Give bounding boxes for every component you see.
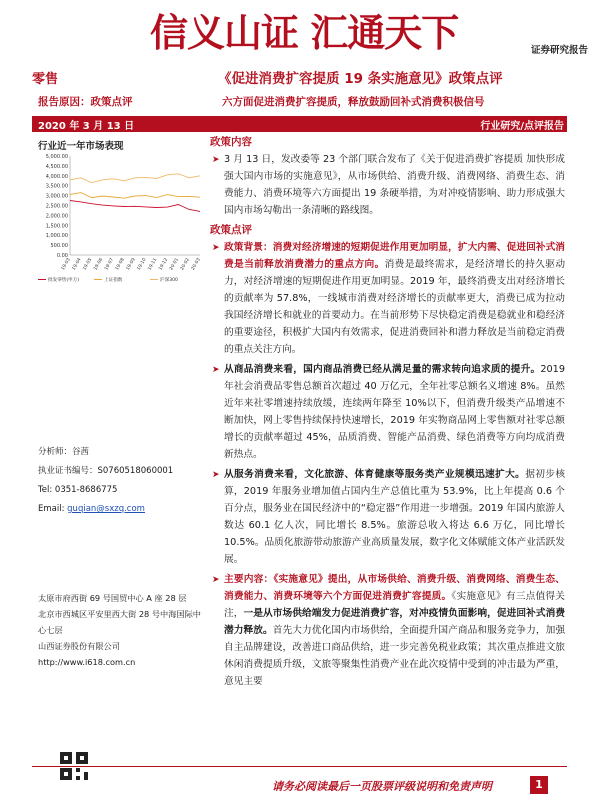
x-tick-label: 19-04 <box>71 257 83 272</box>
x-tick-label: 19-11 <box>147 257 159 272</box>
analyst-tel: Tel: 0351-8686775 <box>38 485 118 495</box>
page-number: 1 <box>530 776 548 794</box>
company-address <box>38 590 208 670</box>
paragraph-main-content <box>210 571 565 690</box>
x-tick-label: 19-03 <box>60 257 72 272</box>
series-line-0 <box>70 201 200 212</box>
report-title: 《促进消费扩容提质 19 条实施意见》政策点评 <box>218 71 503 87</box>
x-tick-label: 19-06 <box>93 257 105 272</box>
paragraph-lead: 从商品消费来看，国内商品消费已经从满足量的需求转向追求质的提升。 <box>224 364 541 375</box>
paragraph-goods-consumption <box>210 361 565 463</box>
paragraph-highlight: 政策背景：消费对经济增速的短期促进作用更加明显，扩大内需、促进回补式消费是当前释放消费潜力的重点方向。 <box>224 242 565 270</box>
y-tick-label: 2,500.00 <box>45 203 68 210</box>
y-tick-label: 3,000.00 <box>45 193 68 200</box>
y-tick-label: 3,500.00 <box>45 183 68 190</box>
report-type: 行业研究/点评报告 <box>480 121 564 132</box>
legend-label: 批发零售(申万) <box>48 278 80 283</box>
x-tick-label: 19-08 <box>115 257 126 272</box>
y-tick-label: 1,500.00 <box>45 223 68 230</box>
paragraph-lead: 一是从市场供给端发力促进消费扩容，对冲疫情负面影响，促进回补式消费潜力释放。 <box>224 608 566 636</box>
report-body <box>210 134 565 693</box>
paragraph-text: 《实施意见》有三点值得关注， <box>224 591 565 619</box>
paragraph-lead: 从服务消费来看，文化旅游、体育健康等服务类产业规模迅速扩大。 <box>224 469 526 480</box>
x-tick-label: 20-02 <box>180 257 191 272</box>
paragraph-policy-background <box>210 239 565 358</box>
paragraph-service-consumption <box>210 466 565 568</box>
report-reason: 报告原因：政策点评 <box>38 96 133 108</box>
report-date: 2020 年 3 月 13 日 <box>38 121 135 132</box>
footer-divider <box>32 766 567 767</box>
x-tick-label: 19-10 <box>136 257 148 272</box>
triangle-bullet-icon: ➤ <box>212 155 220 165</box>
x-tick-label: 20-01 <box>169 257 181 272</box>
paragraph-text: 3 月 13 日，发改委等 23 个部门联合发布了《关于促进消费扩容提质 加快形成强大国内市场的实施意见》，从市场供给、消费升级、消费网络、消费生态、消费能力、消费环境等六方面提出 19 条硬举措，为对冲疫情影响、助力形成强大国内市场勾勒出一条清晰的路线图。 <box>224 154 565 216</box>
series-line-2 <box>70 174 200 183</box>
address-taiyuan: 太原市府西街 69 号国贸中心 A 座 28 层 <box>38 593 187 603</box>
y-tick-label: 4,500.00 <box>45 163 68 170</box>
triangle-bullet-icon: ➤ <box>212 470 220 480</box>
y-tick-label: 1,000.00 <box>45 233 68 240</box>
report-category-tag: 证券研究报告 <box>530 45 588 56</box>
company-name: 山西证券股份有限公司 <box>38 641 120 651</box>
email-label: Email: <box>38 504 68 514</box>
paragraph-text: 2019 年社会消费品零售总额首次超过 40 万亿元，全年社零总额名义增速 8%。虽然近年来社零增速持续放缓，连续两年降至 10%以下，但消费升级类产品增速不断加快，网上零售持续保持快速增长，2019 年实物商品网上零售额对社零总额增长的贡献率超过 45%，品质消费、智能产品消费、绿色消费等方向均成消费新热点。 <box>224 364 565 460</box>
y-tick-label: 0.00 <box>56 253 68 259</box>
series-line-1 <box>70 193 200 199</box>
analyst-name: 分析师：谷茜 <box>38 447 90 457</box>
x-tick-label: 19-09 <box>125 257 137 272</box>
y-tick-label: 5,000.00 <box>45 154 68 160</box>
legend-label: 沪深300 <box>160 278 178 283</box>
company-website[interactable]: http://www.i618.com.cn <box>38 657 136 667</box>
section-heading-policy-content: 政策内容 <box>210 136 252 148</box>
triangle-bullet-icon: ➤ <box>212 575 220 585</box>
address-beijing: 北京市西城区平安里西大街 28 号中海国际中心七层 <box>38 609 201 635</box>
paragraph-text: 首先大力优化国内市场供给，全面提升国产商品和服务竞争力，加强自主品牌建设，改善进口商品供给，进一步完善免税业政策；其次重点推进文旅休闲消费提质升级，文旅等聚集性消费产业在此次疫情中受到的冲击最为严重，意见主要 <box>224 625 566 687</box>
paragraph-text: 消费是最终需求，是经济增长的持久驱动力，对经济增速的短期促进作用更加明显。2019 年，最终消费支出对经济增长的贡献率为 57.8%，一线城市消费对经济增长的贡献率更大，消费已成为拉动我国经济增长和就业的首要动力。在当前形势下尽快稳定消费是稳就业和稳经济的重要途径，积极扩大国内有效需求，促进消费回补和潜力释放是当前稳定消费的重点关注方向。 <box>224 259 566 355</box>
x-tick-label: 20-03 <box>190 257 202 272</box>
paragraph-policy-content <box>210 151 565 219</box>
chart-title: 行业近一年市场表现 <box>38 141 124 152</box>
market-performance-chart <box>36 150 206 285</box>
sector-label: 零售 <box>32 72 59 87</box>
x-tick-label: 19-12 <box>158 257 170 272</box>
legend-label: 上证指数 <box>104 278 123 283</box>
y-tick-label: 4,000.00 <box>45 173 68 180</box>
company-logo: 信义山证 汇通天下 <box>150 10 459 55</box>
triangle-bullet-icon: ➤ <box>212 365 220 375</box>
x-tick-label: 19-07 <box>104 257 116 272</box>
x-tick-label: 19-05 <box>82 257 94 272</box>
email-link[interactable]: guqian@sxzq.com <box>67 504 145 514</box>
paragraph-highlight: 主要内容：《实施意见》提出，从市场供给、消费升级、消费网络、消费生态、消费能力、消费环境等六个方面促进消费扩容提质。 <box>224 574 565 602</box>
y-tick-label: 500.00 <box>50 243 68 250</box>
paragraph-text: 据初步核算，2019 年服务业增加值占国内生产总值比重为 53.9%，比上年提高 0.6 个百分点，服务业在国民经济中的“稳定器”作用进一步增强。2019 年国内旅游人数达 60.1 亿人次，同比增长 8.5%。旅游总收入将达 6.6 万亿，同比增长 10.5%。品质化旅游带动旅游产业高质量发展，数字化文体赋能文体产业活跃发展。 <box>224 469 566 565</box>
footer-disclaimer: 请务必阅读最后一页股票评级说明和免责声明 <box>272 780 492 793</box>
cert-number: 执业证书编号：S0760518060001 <box>38 466 174 476</box>
y-tick-label: 2,000.00 <box>45 213 68 220</box>
section-heading-policy-review: 政策点评 <box>210 224 252 236</box>
report-subtitle: 六方面促进消费扩容提质，释放鼓励回补式消费积极信号 <box>222 96 485 108</box>
triangle-bullet-icon: ➤ <box>212 243 220 253</box>
analyst-info <box>38 443 173 519</box>
analyst-email-row <box>38 500 173 519</box>
